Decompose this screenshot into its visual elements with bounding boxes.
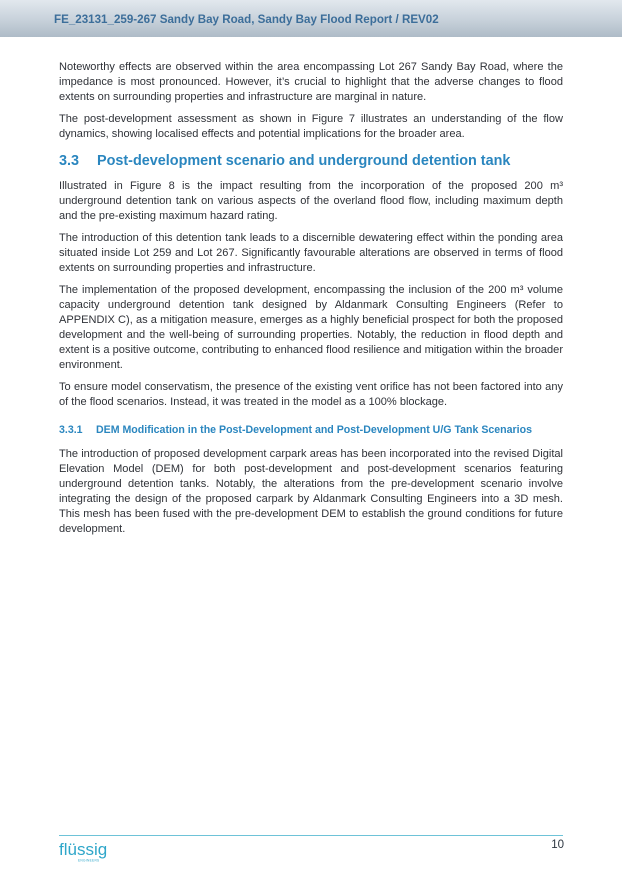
paragraph: The introduction of this detention tank leads to a discernible dewatering effect within the ponding area situated inside Lot 259 and Lot 267. Significantly favourable alterations are observed in terms of flood extents on surrounding properties and infrastructure. bbox=[59, 231, 563, 275]
subsection-number: 3.3.1 bbox=[59, 423, 83, 436]
page-header bbox=[0, 0, 622, 37]
page-content bbox=[59, 60, 563, 544]
paragraph: To ensure model conservatism, the presence of the existing vent orifice has not been factored into any of the flood scenarios. Instead, it was treated in the model as a 100% blockage. bbox=[59, 380, 563, 408]
subsection-heading bbox=[59, 423, 563, 438]
footer-rule bbox=[59, 835, 563, 836]
page-number: 10 bbox=[551, 839, 564, 851]
subsection-title: DEM Modification in the Post-Development and Post-Development U/G Tank Scenarios bbox=[96, 423, 532, 436]
section-title: Post-development scenario and underground detention tank bbox=[97, 152, 511, 169]
section-number: 3.3 bbox=[59, 152, 80, 169]
paragraph: The post-development assessment as shown in Figure 7 illustrates an understanding of the flow dynamics, showing localised effects and potential implications for the broader area. bbox=[59, 112, 563, 140]
paragraph: Illustrated in Figure 8 is the impact resulting from the incorporation of the proposed 200 m³ underground detention tank on various aspects of the overland flood flow, including maximum depth and the pre-existing maximum hazard rating. bbox=[59, 180, 563, 223]
logo-wordmark: flüssig bbox=[59, 840, 108, 859]
paragraph: Noteworthy effects are observed within the area encompassing Lot 267 Sandy Bay Road, where the impedance is most pronounced. However, it’s crucial to highlight that the adverse changes to flood extents on surrounding properties and infrastructure are marginal in nature. bbox=[59, 61, 563, 104]
paragraph: The introduction of proposed development carpark areas has been incorporated into the revised Digital Elevation Model (DEM) for both post-development and post-development scenarios featuring underground detention tanks. Notably, the alterations from the pre-development scenario involve integrating the design of the proposed carpark by Aldanmark Consulting Engineers into a 3D mesh. This mesh has been fused with the pre-development DEM to establish the ground conditions for future development. bbox=[59, 447, 563, 536]
section-heading bbox=[59, 154, 563, 169]
paragraph: The implementation of the proposed development, encompassing the inclusion of the 200 m³ volume capacity underground detention tank designed by Aldanmark Consulting Engineers (Refer to APPENDIX C), as a mitigation measure, emerges as a highly beneficial prospect for both the proposed development and the well-being of surrounding properties. Notably, the reduction in flood depth and extent is a positive outcome, contributing to enhanced flood resilience and mitigation within the broader environment. bbox=[59, 283, 563, 372]
logo-subtext: ENGINEERS bbox=[78, 858, 100, 863]
document-title: FE_23131_259-267 Sandy Bay Road, Sandy Bay Flood Report / REV02 bbox=[54, 13, 439, 26]
flussig-logo bbox=[58, 836, 124, 864]
